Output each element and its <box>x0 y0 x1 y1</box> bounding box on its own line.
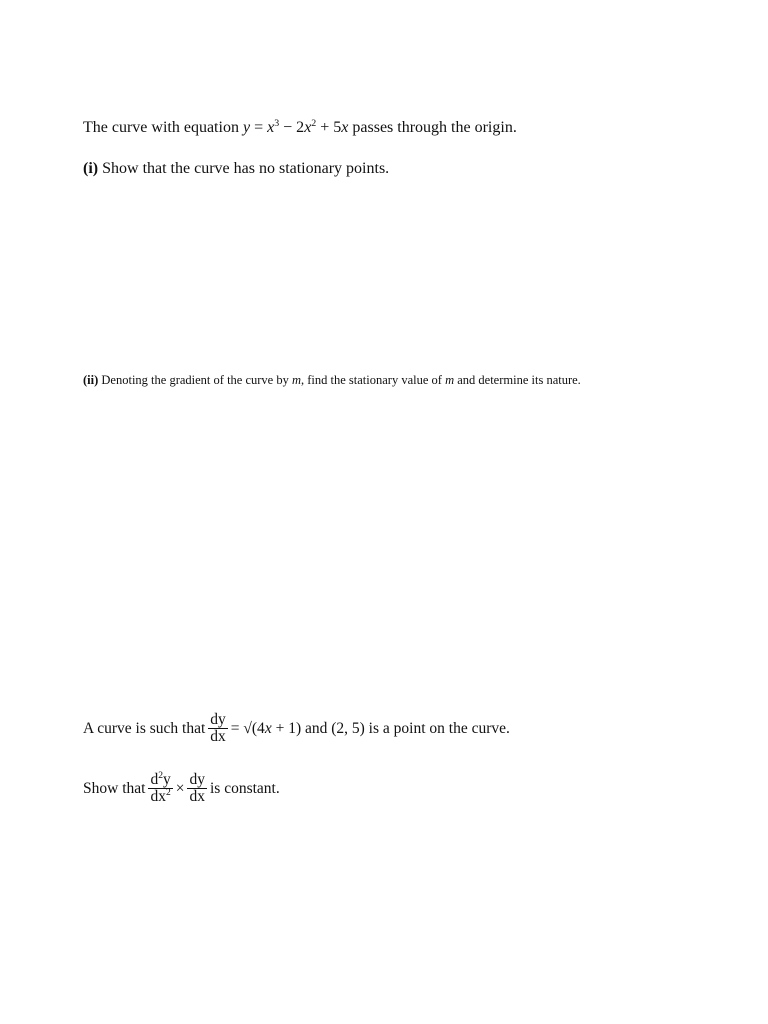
dy-dx-fraction <box>208 712 228 746</box>
part-ii-label: (ii) <box>83 373 99 387</box>
part-i-label: (i) <box>83 160 99 177</box>
intro-suffix: passes through the origin. <box>348 119 517 136</box>
eq-x-cubed: x <box>267 119 275 136</box>
intro-prefix: The curve with equation <box>83 119 243 136</box>
question-2-intro <box>83 712 510 746</box>
eq-y: y <box>242 119 251 136</box>
show-prefix: Show that <box>83 779 146 797</box>
question-1-intro <box>83 119 517 137</box>
show-suffix: is constant. <box>209 779 280 797</box>
question-1-part-ii <box>83 373 581 388</box>
dy-numerator-2: dy <box>189 771 205 788</box>
d2y-d: d <box>150 771 159 788</box>
eq-equals: = <box>250 119 268 136</box>
eq-plus-5: + 5 <box>316 119 342 136</box>
question-1-part-i <box>83 160 389 178</box>
d2y-dx2-fraction <box>148 772 172 806</box>
d2y-power: 2 <box>158 770 163 782</box>
eq-x-linear: x <box>341 119 349 136</box>
part-ii-text-a: Denoting the gradient of the curve by <box>98 373 292 387</box>
dx-denominator-2: dx <box>189 788 205 806</box>
q2-prefix: A curve is such that <box>83 719 206 737</box>
eq-power-2: 2 <box>311 118 317 130</box>
part-ii-m: m <box>291 373 302 387</box>
dx2-power: 2 <box>165 787 171 799</box>
dy-dx-fraction-2 <box>187 772 207 806</box>
d2y-y: y <box>162 771 171 788</box>
eq-minus-2: − 2 <box>279 119 305 136</box>
eq-power-3: 3 <box>274 118 280 130</box>
q2-rhs-x: x <box>264 719 272 737</box>
part-ii-text-b: , find the stationary value of <box>301 373 446 387</box>
part-ii-m2: m <box>445 373 455 387</box>
part-ii-text-c: and determine its nature. <box>454 373 581 387</box>
eq-x-squared: x <box>304 119 312 136</box>
dx2-denominator <box>148 789 172 805</box>
q2-rhs-b: + 1) and (2, 5) is a point on the curve. <box>271 719 510 737</box>
dx-denominator: dx <box>210 728 226 746</box>
question-2-show <box>83 772 280 806</box>
dy-numerator: dy <box>210 711 226 728</box>
q2-rhs-a: = √(4 <box>230 719 265 737</box>
times-sign: × <box>175 779 185 797</box>
dx2-dx: dx <box>150 788 166 806</box>
part-i-text: Show that the curve has no stationary points. <box>98 160 390 177</box>
